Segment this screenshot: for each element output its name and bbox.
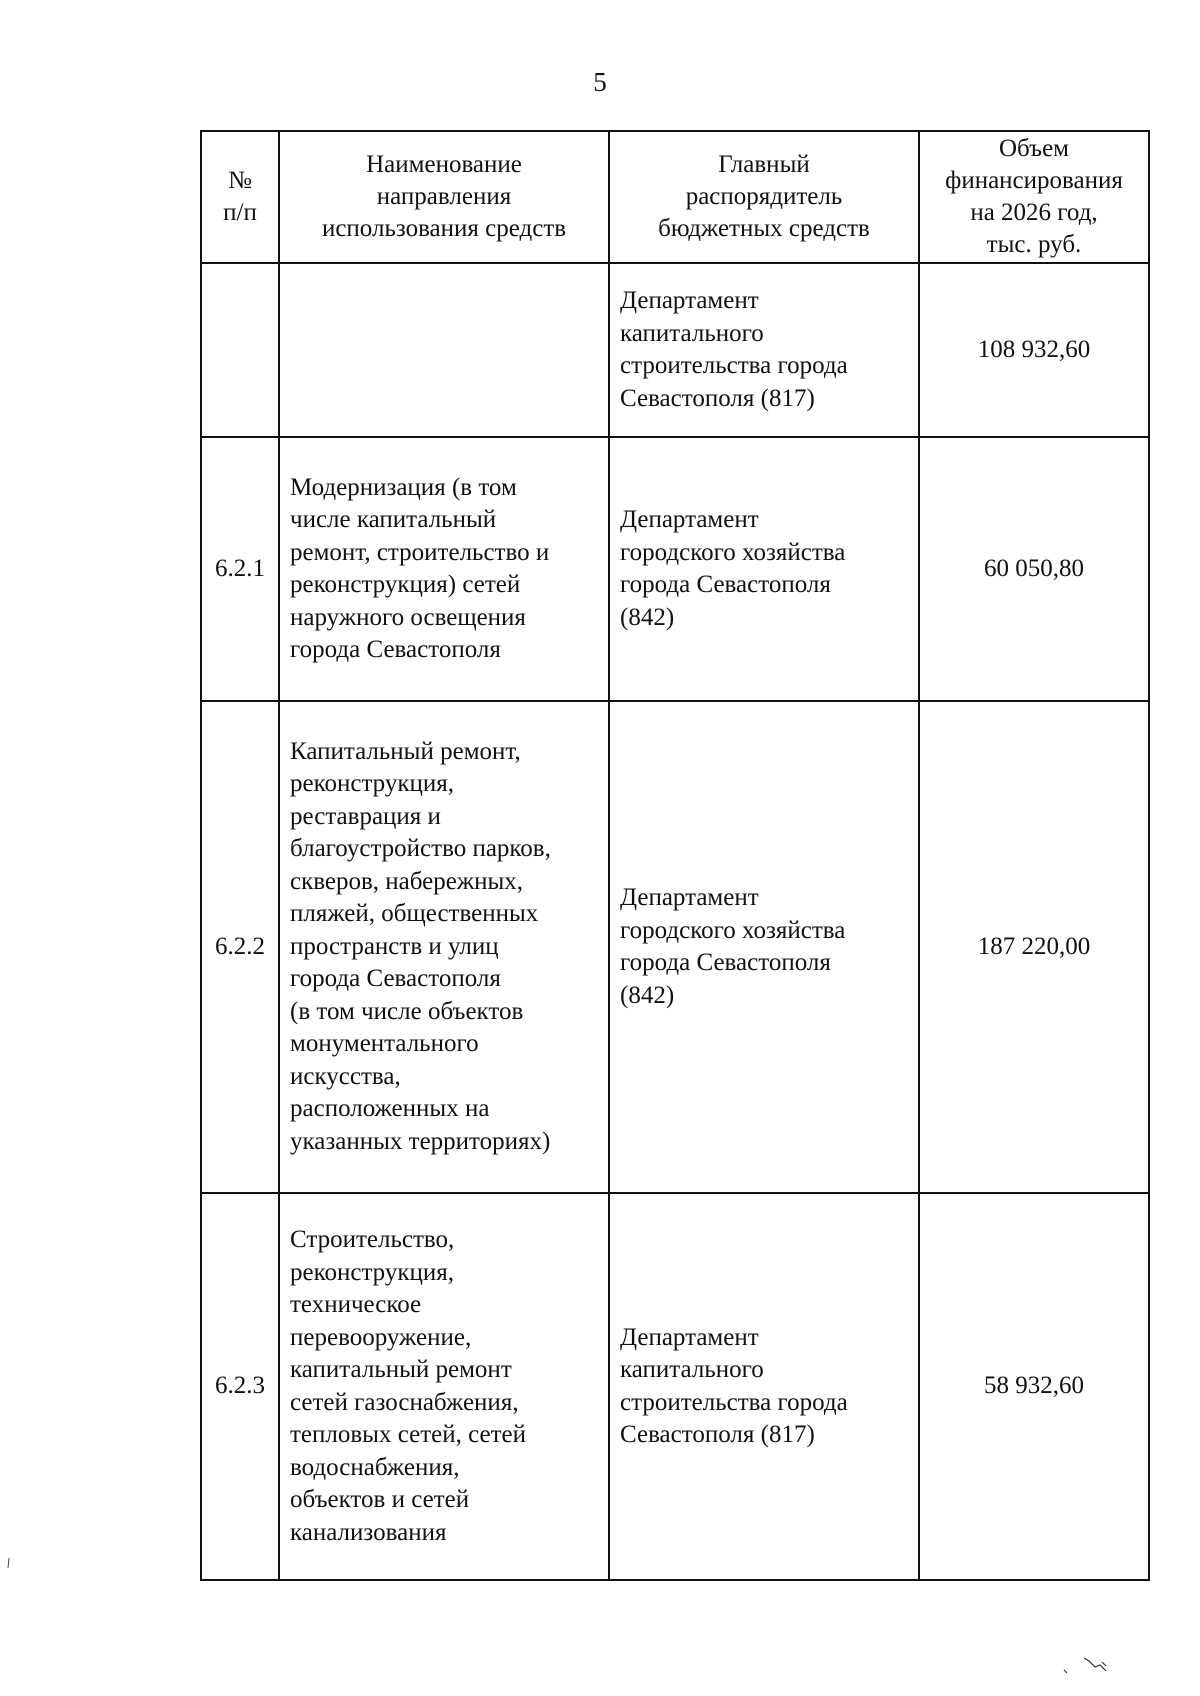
table-row — [201, 701, 1149, 1193]
row-budget-manager: Департамент городского хозяйства города Севастополя (842) — [609, 701, 919, 1193]
row-number — [201, 263, 279, 437]
page-number: 5 — [593, 67, 607, 97]
scan-artifact-mark — [1062, 1648, 1142, 1678]
table-row — [201, 263, 1149, 437]
header-budget-manager: Главный распорядитель бюджетных средств — [609, 131, 919, 263]
row-budget-manager: Департамент капитального строительства города Севастополя (817) — [609, 1193, 919, 1580]
header-number: № п/п — [201, 131, 279, 263]
table-row — [201, 1193, 1149, 1580]
row-funding-amount: 108 932,60 — [919, 263, 1149, 437]
row-number: 6.2.2 — [201, 701, 279, 1193]
funding-table — [200, 130, 1150, 1581]
row-budget-manager: Департамент городского хозяйства города Севастополя (842) — [609, 437, 919, 701]
row-funding-amount: 58 932,60 — [919, 1193, 1149, 1580]
table-row — [201, 437, 1149, 701]
header-direction-name: Наименование направления использования средств — [279, 131, 609, 263]
scan-artifact-mark — [7, 1558, 10, 1568]
row-direction-name: Капитальный ремонт, реконструкция, реставрация и благоустройство парков, скверов, набережных, пляжей, общественных пространств и улиц города Севастополя (в том числе объектов монументального искусства, расположенных на указанных территориях) — [279, 701, 609, 1193]
row-direction-name: Строительство, реконструкция, техническое перевооружение, капитальный ремонт сетей газоснабжения, тепловых сетей, сетей водоснабжения, объектов и сетей канализования — [279, 1193, 609, 1580]
row-budget-manager: Департамент капитального строительства города Севастополя (817) — [609, 263, 919, 437]
row-funding-amount: 187 220,00 — [919, 701, 1149, 1193]
header-funding-amount: Объем финансирования на 2026 год, тыс. руб. — [919, 131, 1149, 263]
row-number: 6.2.1 — [201, 437, 279, 701]
row-direction-name — [279, 263, 609, 437]
row-funding-amount: 60 050,80 — [919, 437, 1149, 701]
row-direction-name: Модернизация (в том числе капитальный ремонт, строительство и реконструкция) сетей наружного освещения города Севастополя — [279, 437, 609, 701]
table-header-row — [201, 131, 1149, 263]
row-number: 6.2.3 — [201, 1193, 279, 1580]
